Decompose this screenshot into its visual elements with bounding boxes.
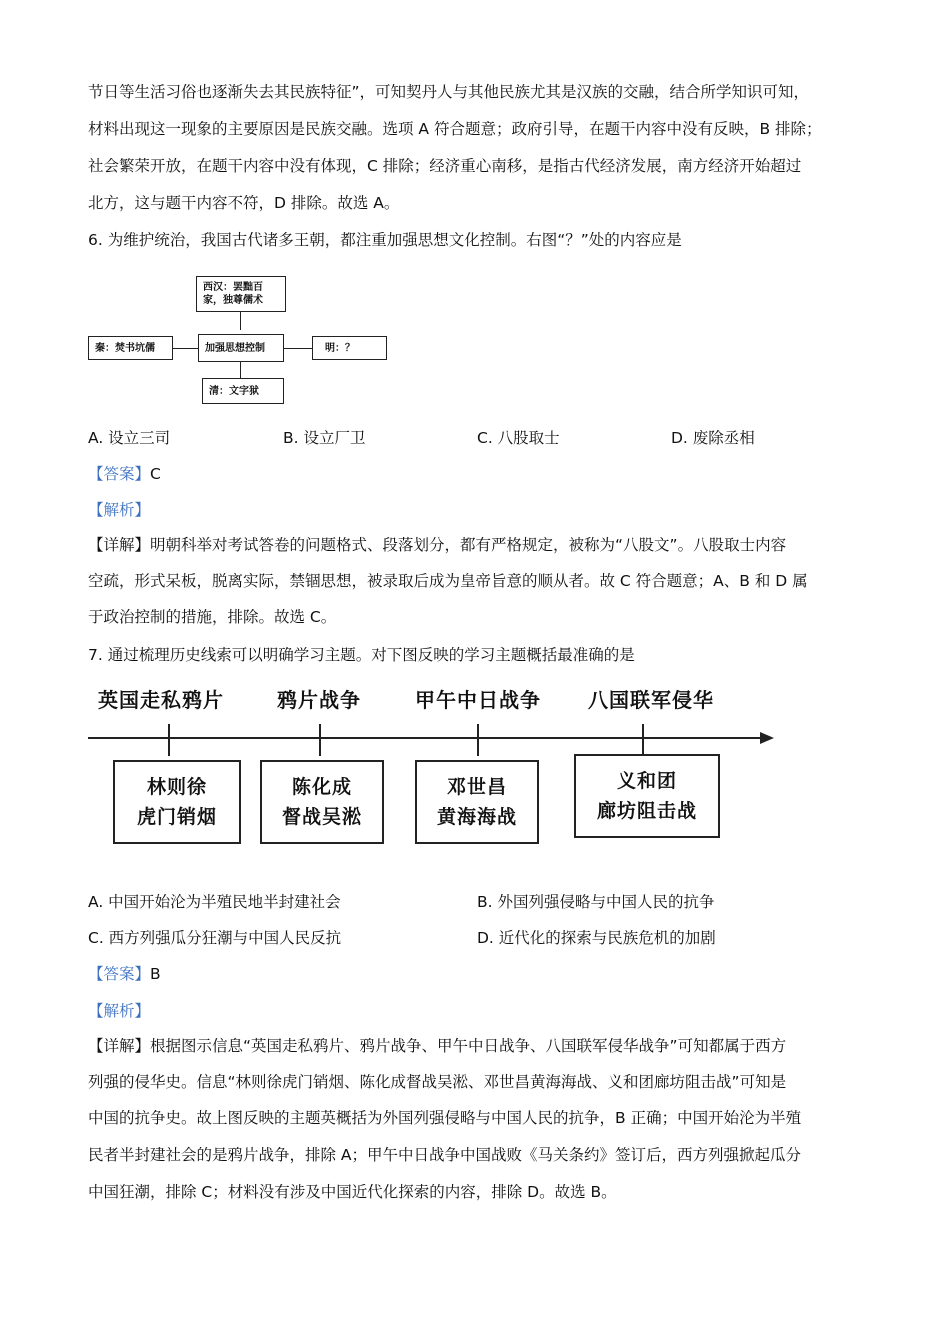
timeline-event: 鸦片战争 xyxy=(277,688,361,712)
diagram-box-text: 加强思想控制 xyxy=(205,342,265,354)
answer-label: 【答案】 xyxy=(88,965,151,983)
q5-explanation-line: 社会繁荣开放，在题干内容中没有体现，C 排除；经济重心南移，是指古代经济发展，南方经济开始超过 xyxy=(88,157,802,175)
timeline-event: 英国走私鸦片 xyxy=(98,688,224,712)
q6-option-d: D. 废除丞相 xyxy=(671,429,755,447)
diagram-box-text: 秦：焚书坑儒 xyxy=(95,342,155,354)
q7-detail-line: 列强的侵华史。信息“林则徐虎门销烟、陈化成督战吴淞、邓世昌黄海海战、义和团廊坊阻击战”可知是 xyxy=(88,1073,787,1091)
timeline-arrow-icon xyxy=(760,732,774,744)
diagram-box-text: 清：文字狱 xyxy=(209,385,259,397)
q6-analysis-label: 【解析】 xyxy=(88,501,151,519)
q7-analysis-label: 【解析】 xyxy=(88,1002,151,1020)
timeline-event: 八国联军侵华 xyxy=(588,688,714,712)
timeline-box xyxy=(260,760,384,844)
timeline-box xyxy=(415,760,539,844)
q7-answer xyxy=(88,962,161,984)
diagram-box-ming xyxy=(312,336,387,360)
q6-option-b: B. 设立厂卫 xyxy=(283,429,366,447)
timeline-box xyxy=(113,760,241,844)
history-timeline xyxy=(88,682,778,852)
diagram-box-text: 家，独尊儒术 xyxy=(203,295,263,306)
q5-explanation-line: 北方，这与题干内容不符，D 排除。故选 A。 xyxy=(88,194,400,212)
diagram-connector xyxy=(240,312,241,330)
q6-stem: 6. 为维护统治，我国古代诸多王朝，都注重加强思想文化控制。右图“？”处的内容应是 xyxy=(88,231,682,249)
timeline-box-text: 督战吴淞 xyxy=(281,806,362,828)
diagram-box-western-han xyxy=(196,276,286,312)
timeline-axis xyxy=(88,726,778,750)
q6-answer xyxy=(88,462,161,484)
timeline-box-text: 义和团 xyxy=(616,770,677,792)
diagram-connector xyxy=(240,362,241,378)
timeline-tick xyxy=(319,724,321,756)
q5-explanation-line: 节日等生活习俗也逐渐失去其民族特征”，可知契丹人与其他民族尤其是汉族的交融，结合所学知识可知， xyxy=(88,83,810,101)
diagram-box-text: 西汉：罢黜百 xyxy=(203,282,263,293)
q6-detail-line: 于政治控制的措施，排除。故选 C。 xyxy=(88,608,337,626)
q6-detail-line: 【详解】明朝科举对考试答卷的问题格式、段落划分，都有严格规定，被称为“八股文”。八股取士内容 xyxy=(88,536,787,554)
timeline-box-text: 黄海海战 xyxy=(436,806,517,828)
answer-label: 【答案】 xyxy=(88,465,151,483)
diagram-connector xyxy=(283,348,313,349)
timeline-box xyxy=(574,754,720,838)
q6-option-a: A. 设立三司 xyxy=(88,429,171,447)
timeline-box-text: 陈化成 xyxy=(291,776,352,798)
q7-option-a: A. 中国开始沦为半殖民地半封建社会 xyxy=(88,893,341,911)
timeline-box-text: 虎门销烟 xyxy=(136,806,217,828)
q7-detail-line: 【详解】根据图示信息“英国走私鸦片、鸦片战争、甲午中日战争、八国联军侵华战争”可知都属于西方 xyxy=(88,1037,787,1055)
answer-value: B xyxy=(150,965,161,983)
thought-control-diagram xyxy=(88,270,393,410)
diagram-box-center xyxy=(198,334,284,362)
q7-option-b: B. 外国列强侵略与中国人民的抗争 xyxy=(477,893,715,911)
q7-option-c: C. 西方列强瓜分狂潮与中国人民反抗 xyxy=(88,929,342,947)
q7-stem: 7. 通过梳理历史线索可以明确学习主题。对下图反映的学习主题概括最准确的是 xyxy=(88,646,635,664)
timeline-tick xyxy=(477,724,479,756)
q6-option-c: C. 八股取士 xyxy=(477,429,560,447)
q7-detail-line: 民者半封建社会的是鸦片战争，排除 A；甲午中日战争中国战败《马关条约》签订后，西方列强掀起瓜分 xyxy=(88,1146,802,1164)
diagram-box-qin xyxy=(88,336,173,360)
diagram-box-text: 明：？ xyxy=(325,342,355,354)
timeline-box-text: 林则徐 xyxy=(146,776,207,798)
q7-detail-line: 中国狂潮，排除 C；材料没有涉及中国近代化探索的内容，排除 D。故选 B。 xyxy=(88,1183,617,1201)
timeline-tick xyxy=(168,724,170,756)
timeline-event: 甲午中日战争 xyxy=(415,688,541,712)
timeline-tick xyxy=(642,724,644,756)
q5-explanation-line: 材料出现这一现象的主要原因是民族交融。选项 A 符合题意；政府引导，在题干内容中没有反映，B 排除； xyxy=(88,120,822,138)
timeline-box-text: 邓世昌 xyxy=(446,776,507,798)
diagram-connector xyxy=(173,348,200,349)
answer-value: C xyxy=(150,465,161,483)
q6-detail-line: 空疏，形式呆板，脱离实际，禁锢思想，被录取后成为皇帝旨意的顺从者。故 C 符合题意；A、B 和 D 属 xyxy=(88,572,808,590)
q7-option-d: D. 近代化的探索与民族危机的加剧 xyxy=(477,929,716,947)
diagram-box-qing xyxy=(202,378,284,404)
timeline-box-text: 廊坊阻击战 xyxy=(596,800,697,822)
q7-detail-line: 中国的抗争史。故上图反映的主题英概括为外国列强侵略与中国人民的抗争，B 正确；中国开始沦为半殖 xyxy=(88,1109,802,1127)
